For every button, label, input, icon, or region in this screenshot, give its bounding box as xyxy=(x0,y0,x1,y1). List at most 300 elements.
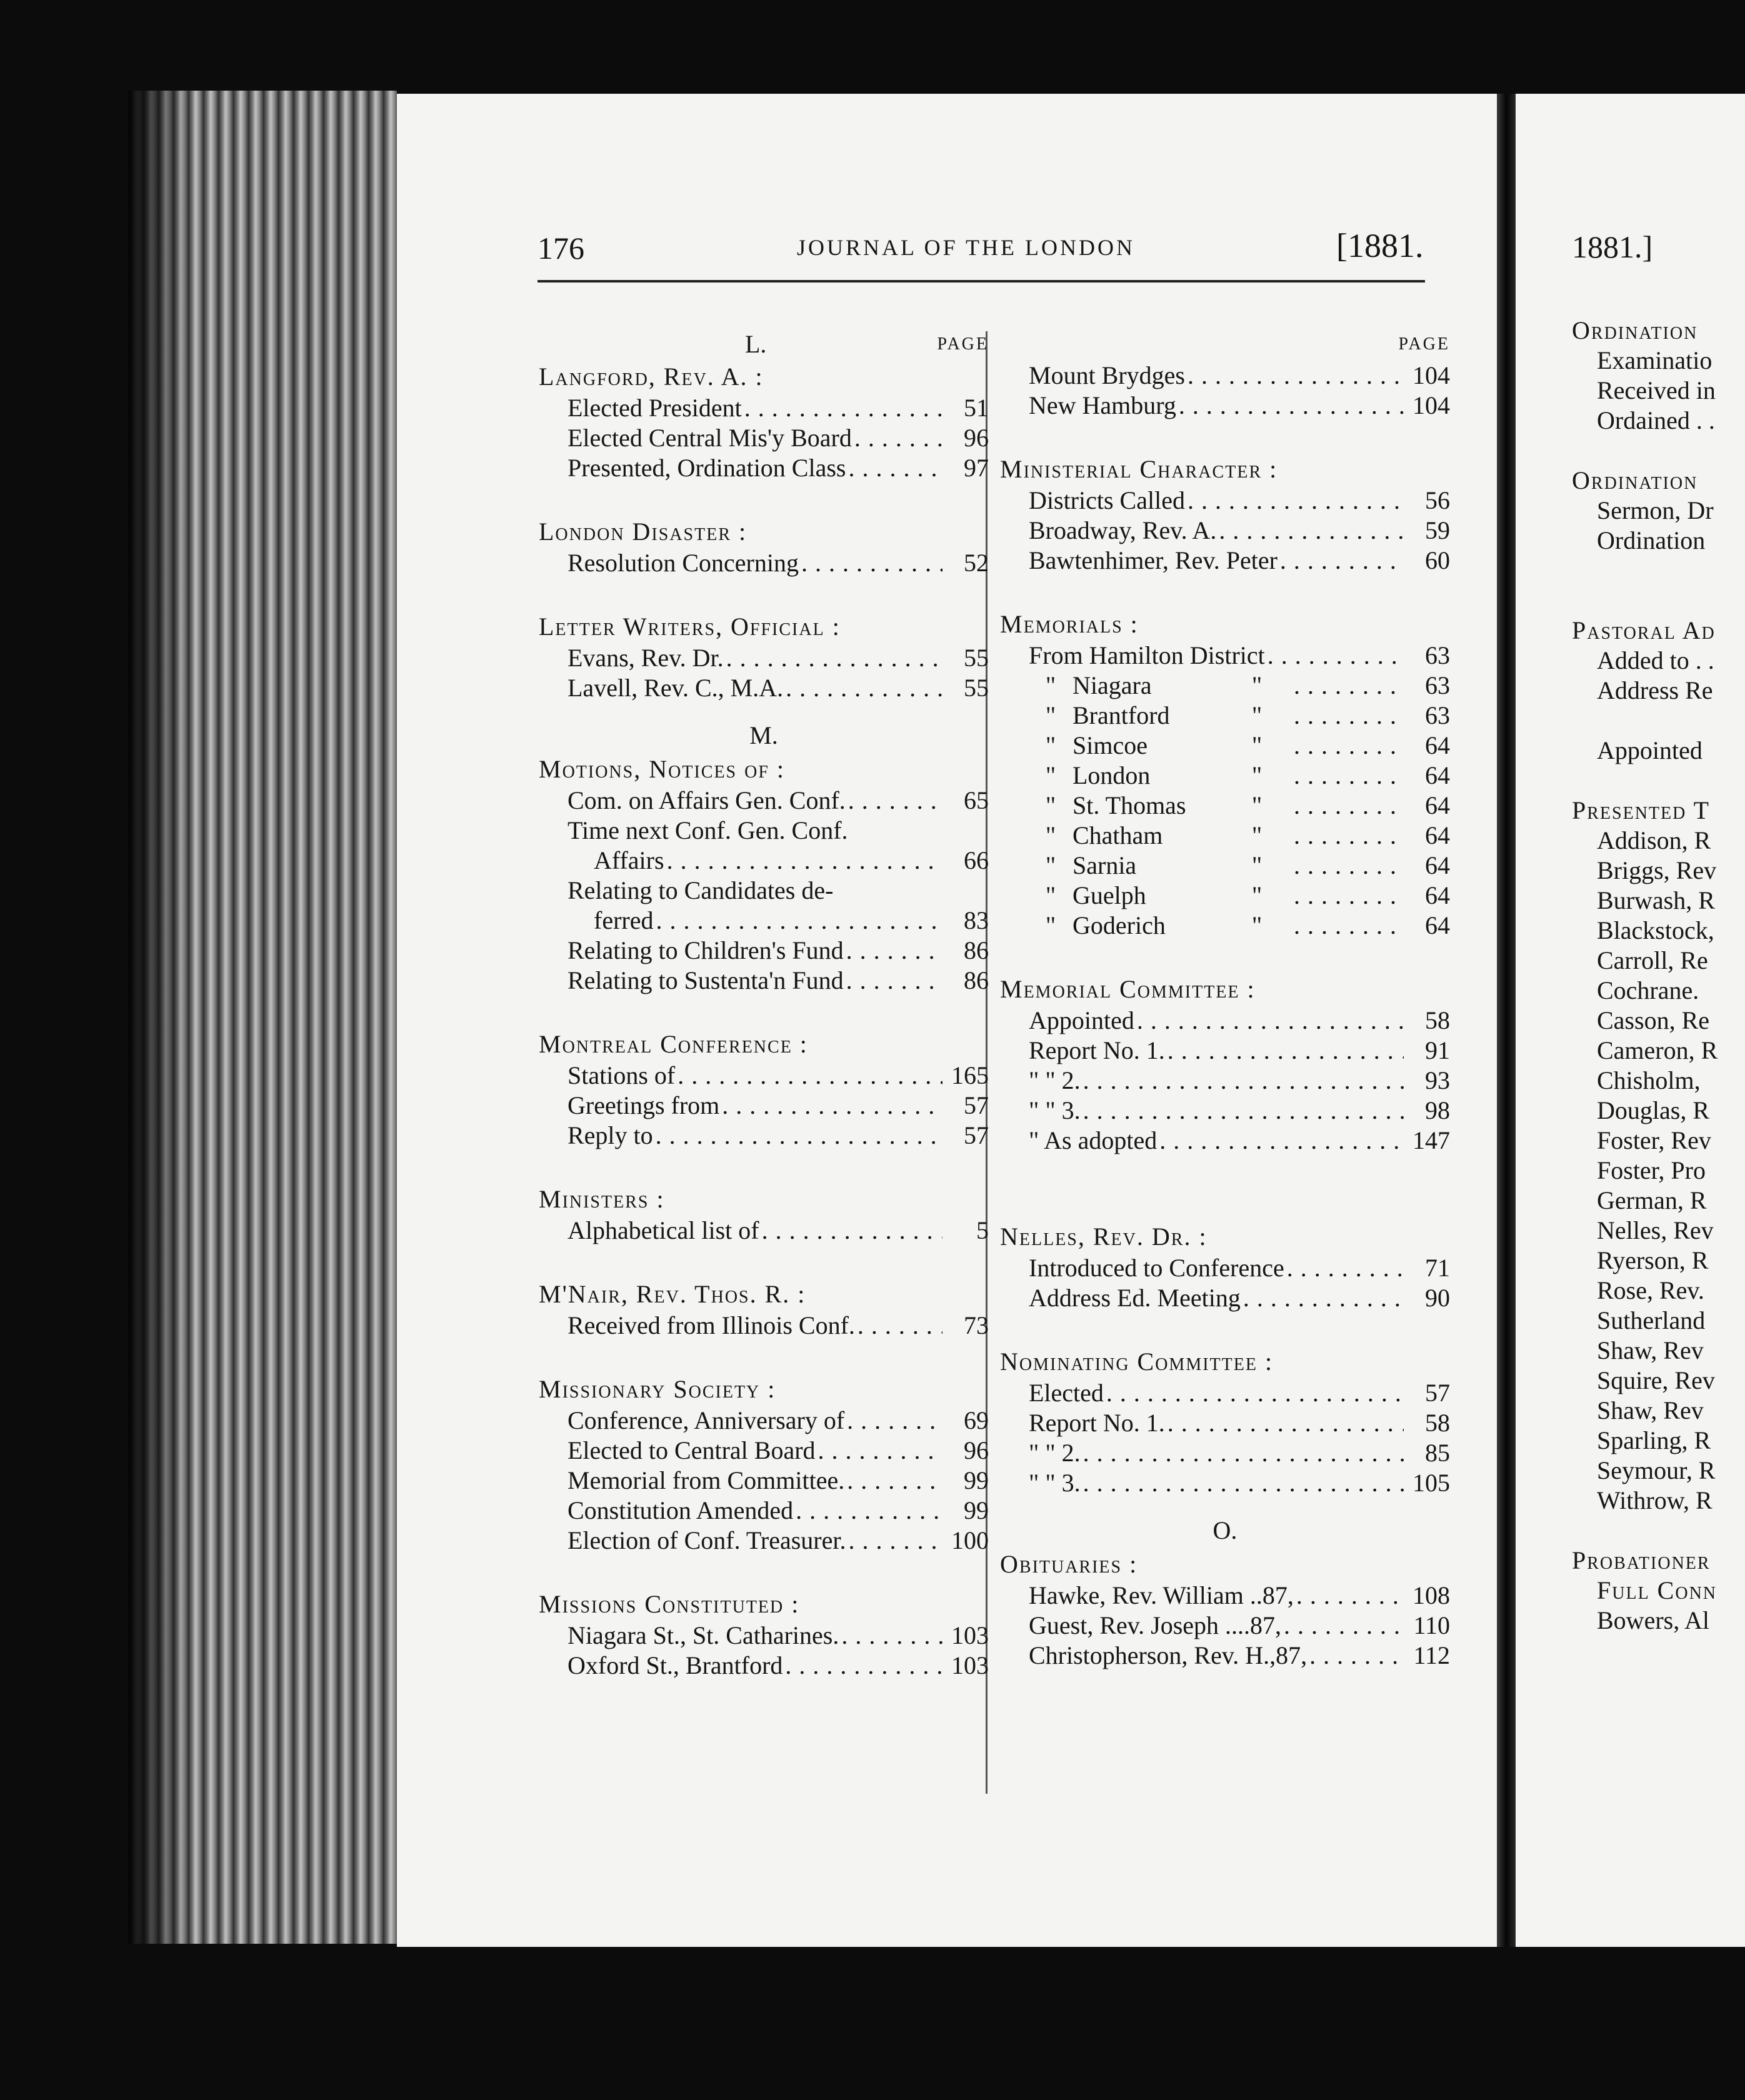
index-entry xyxy=(1000,486,1450,516)
entry-page: 69 xyxy=(964,1406,989,1434)
leader-dots xyxy=(818,1436,942,1466)
entry-page: 5 xyxy=(976,1216,989,1244)
leader-dots xyxy=(1280,546,1404,576)
memorial-district-entry xyxy=(1000,761,1450,791)
index-entry: Ordained . . xyxy=(1597,406,1715,434)
entry-page: 98 xyxy=(1425,1096,1450,1124)
index-entry: Cochrane. xyxy=(1597,976,1699,1004)
index-entry xyxy=(1000,361,1450,391)
entry-label: Guest, Rev. Joseph ....87, xyxy=(1029,1611,1282,1639)
index-entry xyxy=(539,1621,989,1651)
leader-dots xyxy=(744,393,942,423)
index-entry: Blackstock, xyxy=(1597,916,1714,944)
index-entry xyxy=(539,393,989,423)
index-entry xyxy=(1000,1378,1450,1408)
spacer xyxy=(1572,1516,1718,1546)
entry-heading: Ministerial Character : xyxy=(1000,455,1278,483)
entry-label: Memorial from Committee. xyxy=(568,1466,845,1494)
section-letter-o: O. xyxy=(1212,1516,1238,1544)
index-entry xyxy=(539,876,989,906)
leader-dots xyxy=(722,1091,942,1121)
entry-heading: Nominating Committee : xyxy=(1000,1348,1274,1376)
column-head xyxy=(539,328,989,361)
entry-page: 104 xyxy=(1412,361,1450,389)
entry-label: Lavell, Rev. C., M.A. xyxy=(568,674,784,702)
index-entry: Burwash, R xyxy=(1597,886,1715,914)
leader-dots xyxy=(1294,731,1404,761)
entry-label: Address Ed. Meeting xyxy=(1029,1284,1241,1312)
leader-dots xyxy=(801,548,942,578)
entry-page: 110 xyxy=(1413,1611,1450,1639)
entry-page: 64 xyxy=(1425,731,1450,759)
running-title: JOURNAL OF THE LONDON xyxy=(797,235,1135,260)
entry-page: 63 xyxy=(1425,701,1450,729)
district-name: Sarnia xyxy=(1072,851,1137,879)
leader-dots xyxy=(1083,1066,1404,1096)
index-entry xyxy=(1000,1438,1450,1468)
entry-page: 56 xyxy=(1425,486,1450,514)
district-name: Chatham xyxy=(1072,821,1163,849)
entry-page: 52 xyxy=(964,549,989,577)
leader-dots xyxy=(1168,1408,1404,1438)
index-entry xyxy=(1000,1408,1450,1438)
index-entry: Rose, Rev. xyxy=(1597,1276,1704,1304)
entry-page: 105 xyxy=(1412,1469,1450,1497)
ditto-mark: " xyxy=(1045,701,1056,729)
entry-page: 64 xyxy=(1425,791,1450,819)
entry-page: 165 xyxy=(951,1061,989,1089)
entry-label: New Hamburg xyxy=(1029,391,1176,419)
entry-page: 96 xyxy=(964,1436,989,1464)
index-entry xyxy=(539,1496,989,1526)
entry-label: Affairs xyxy=(594,846,664,874)
entry-heading: Missionary Society : xyxy=(539,1375,776,1403)
index-entry: Seymour, R xyxy=(1597,1456,1716,1484)
index-entry xyxy=(1000,1468,1450,1498)
entry-label xyxy=(1029,821,1291,851)
entry-label: " " 2. xyxy=(1029,1439,1081,1467)
entry-label: Evans, Rev. Dr. xyxy=(568,644,724,672)
leader-dots xyxy=(1159,1126,1404,1156)
entry-label: Broadway, Rev. A. xyxy=(1029,516,1217,544)
entry-page: 63 xyxy=(1425,641,1450,669)
leader-dots xyxy=(849,453,943,483)
memorial-district-entry xyxy=(1000,911,1450,941)
index-entry: Douglas, R xyxy=(1597,1096,1709,1124)
index-entry: Cameron, R xyxy=(1597,1036,1718,1064)
leader-dots xyxy=(1294,791,1404,821)
entry-page: 104 xyxy=(1412,391,1450,419)
ditto-mark: " xyxy=(1251,881,1262,909)
ditto-mark: " xyxy=(1045,791,1056,819)
entry-label xyxy=(1029,671,1291,701)
leader-dots xyxy=(1179,391,1404,421)
ditto-mark: " xyxy=(1251,671,1262,699)
entry-label: Election of Conf. Treasurer. xyxy=(568,1526,846,1554)
entry-heading: Pastoral Ad xyxy=(1572,616,1716,644)
index-entry xyxy=(1000,1096,1450,1126)
entry-heading: Letter Writers, Official : xyxy=(539,612,841,641)
leader-dots xyxy=(656,1121,942,1151)
leader-dots xyxy=(841,1621,942,1651)
entry-page: 85 xyxy=(1425,1439,1450,1467)
leader-dots xyxy=(846,936,942,966)
column-head xyxy=(1000,328,1450,361)
index-entry: Received in xyxy=(1597,376,1716,404)
leader-dots xyxy=(1168,1036,1404,1066)
memorial-district-entry xyxy=(1000,671,1450,701)
leader-dots xyxy=(1137,1006,1404,1036)
index-entry: Sutherland xyxy=(1597,1306,1706,1334)
entry-page: 64 xyxy=(1425,881,1450,909)
index-entry xyxy=(539,786,989,816)
index-entry xyxy=(1000,1253,1450,1283)
entry-heading: Memorials : xyxy=(1000,610,1139,638)
section-letter-l: L. xyxy=(745,330,767,358)
index-entry xyxy=(539,1216,989,1246)
entry-page: 100 xyxy=(951,1526,989,1554)
spacer xyxy=(1572,586,1718,616)
entry-heading: Langford, Rev. A. : xyxy=(539,362,764,391)
entry-label: Bawtenhimer, Rev. Peter xyxy=(1029,546,1278,574)
index-entry xyxy=(539,1061,989,1091)
index-entry xyxy=(1000,641,1450,671)
index-entry: Bowers, Al xyxy=(1597,1606,1709,1634)
index-column-left xyxy=(539,328,989,1681)
entry-page: 64 xyxy=(1425,911,1450,939)
entry-label xyxy=(1029,731,1291,761)
page-label: PAGE xyxy=(937,334,989,354)
leader-dots xyxy=(1188,361,1404,391)
entry-heading: M'Nair, Rev. Thos. R. : xyxy=(539,1280,806,1308)
ditto-mark: " xyxy=(1045,671,1056,699)
entry-page: 63 xyxy=(1425,671,1450,699)
index-entry xyxy=(1000,546,1450,576)
index-entry: Address Re xyxy=(1597,676,1713,704)
index-entry: Sermon, Dr xyxy=(1597,496,1714,524)
spacer xyxy=(1572,706,1718,736)
entry-page: 66 xyxy=(964,846,989,874)
leader-dots xyxy=(1284,1611,1404,1641)
entry-label: " " 3. xyxy=(1029,1469,1081,1497)
ditto-mark: " xyxy=(1251,731,1262,759)
entry-page: 57 xyxy=(964,1121,989,1149)
ditto-mark: " xyxy=(1045,851,1056,879)
entry-page: 99 xyxy=(964,1496,989,1524)
leader-dots xyxy=(678,1061,942,1091)
entry-label: " " 2. xyxy=(1029,1066,1081,1094)
leader-dots xyxy=(1296,1581,1404,1611)
leader-dots xyxy=(1083,1438,1404,1468)
entry-page: 57 xyxy=(964,1091,989,1119)
index-column-right xyxy=(1000,328,1450,1671)
leader-dots xyxy=(1268,641,1404,671)
entry-heading: Obituaries : xyxy=(1000,1550,1138,1578)
entry-label: Time next Conf. Gen. Conf. xyxy=(568,816,848,844)
leader-dots xyxy=(849,1526,943,1556)
entry-label: Alphabetical list of xyxy=(568,1216,759,1244)
entry-page: 103 xyxy=(951,1651,989,1679)
entry-label: Christopherson, Rev. H.,87, xyxy=(1029,1641,1308,1669)
right-page-entries xyxy=(1572,316,1718,1636)
entry-label: Districts Called xyxy=(1029,486,1185,514)
entry-label: Resolution Concerning xyxy=(568,549,799,577)
leader-dots xyxy=(854,423,942,453)
index-entry xyxy=(539,453,989,483)
entry-label: Presented, Ordination Class xyxy=(568,454,846,482)
right-page-year: 1881.] xyxy=(1572,229,1653,264)
index-entry: Appointed xyxy=(1597,736,1702,764)
leader-dots xyxy=(846,966,942,996)
ditto-mark: " xyxy=(1045,911,1056,939)
entry-heading: Nelles, Rev. Dr. : xyxy=(1000,1222,1208,1251)
index-entry xyxy=(1000,516,1450,546)
memorial-district-entry xyxy=(1000,851,1450,881)
index-entry: Carroll, Re xyxy=(1597,946,1708,974)
index-entry: Withrow, R xyxy=(1597,1486,1712,1514)
entry-label: Hawke, Rev. William ..87, xyxy=(1029,1581,1294,1609)
entry-heading: Ministers : xyxy=(539,1185,665,1213)
index-entry: Sparling, R xyxy=(1597,1426,1711,1454)
entry-page: 55 xyxy=(964,644,989,672)
entry-heading: Motions, Notices of : xyxy=(539,755,786,783)
index-entry xyxy=(539,1121,989,1151)
running-year: [1881. xyxy=(1336,227,1424,264)
index-entry xyxy=(539,643,989,673)
leader-dots xyxy=(848,786,942,816)
entry-label: Conference, Anniversary of xyxy=(568,1406,845,1434)
district-name: Simcoe xyxy=(1072,731,1148,759)
entry-page: 83 xyxy=(964,906,989,934)
index-entry xyxy=(539,673,989,703)
index-entry: Shaw, Rev xyxy=(1597,1396,1704,1424)
index-entry: Ryerson, R xyxy=(1597,1246,1709,1274)
index-entry xyxy=(539,1651,989,1681)
page-label: PAGE xyxy=(1398,334,1450,354)
index-entry: Briggs, Rev xyxy=(1597,856,1717,884)
index-entry xyxy=(1000,1611,1450,1641)
entry-label xyxy=(1029,851,1291,881)
entry-label: Com. on Affairs Gen. Conf. xyxy=(568,786,846,814)
entry-page: 60 xyxy=(1425,546,1450,574)
index-entry xyxy=(1000,1036,1450,1066)
index-entry xyxy=(539,936,989,966)
index-entry xyxy=(539,966,989,996)
entry-label: Report No. 1. xyxy=(1029,1409,1165,1437)
entry-page: 58 xyxy=(1425,1409,1450,1437)
book-edge-shadow xyxy=(128,91,191,1944)
memorial-district-list xyxy=(1000,671,1450,941)
entry-label xyxy=(1029,911,1291,941)
leader-dots xyxy=(656,906,942,936)
index-entry xyxy=(539,1526,989,1556)
entry-page: 99 xyxy=(964,1466,989,1494)
entry-heading: Montreal Conference : xyxy=(539,1030,808,1058)
entry-label xyxy=(1029,701,1291,731)
right-page-content xyxy=(1572,222,1718,1636)
district-name: London xyxy=(1072,761,1151,789)
entry-page: 64 xyxy=(1425,821,1450,849)
entry-label: Niagara St., St. Catharines. xyxy=(568,1621,839,1649)
leader-dots xyxy=(1083,1096,1404,1126)
memorial-district-entry xyxy=(1000,821,1450,851)
district-name: Goderich xyxy=(1072,911,1166,939)
index-entry xyxy=(1000,391,1450,421)
leader-dots xyxy=(847,1466,942,1496)
index-entry: German, R xyxy=(1597,1186,1707,1214)
entry-page: 96 xyxy=(964,424,989,452)
ditto-mark: " xyxy=(1251,701,1262,729)
index-entry xyxy=(1000,1006,1450,1036)
ditto-mark: " xyxy=(1045,821,1056,849)
index-entry xyxy=(1000,1641,1450,1671)
spacer xyxy=(1572,436,1718,466)
entry-heading: Probationer xyxy=(1572,1546,1711,1574)
leader-dots xyxy=(796,1496,942,1526)
ditto-mark: " xyxy=(1045,881,1056,909)
index-entry: Casson, Re xyxy=(1597,1006,1709,1034)
entry-page: 93 xyxy=(1425,1066,1450,1094)
entry-heading: Ordination xyxy=(1572,316,1698,344)
index-entry xyxy=(539,846,989,876)
entry-label: Elected to Central Board xyxy=(568,1436,816,1464)
leader-dots xyxy=(785,1651,942,1681)
entry-label xyxy=(1029,791,1291,821)
index-entry xyxy=(539,1466,989,1496)
entry-page: 65 xyxy=(964,786,989,814)
leader-dots xyxy=(1083,1468,1404,1498)
entry-label: Oxford St., Brantford xyxy=(568,1651,783,1679)
index-entry xyxy=(539,1406,989,1436)
district-name: Guelph xyxy=(1072,881,1146,909)
entry-label: Elected Central Mis'y Board xyxy=(568,424,852,452)
header-rule xyxy=(538,280,1425,282)
index-entry xyxy=(539,423,989,453)
index-entry xyxy=(539,816,989,846)
leader-dots xyxy=(1294,881,1404,911)
index-entry xyxy=(1000,1581,1450,1611)
memorial-district-entry xyxy=(1000,701,1450,731)
entry-page: 86 xyxy=(964,966,989,994)
entry-label: Relating to Sustenta'n Fund xyxy=(568,966,844,994)
index-entry: Squire, Rev xyxy=(1597,1366,1715,1394)
index-entry: Addison, R xyxy=(1597,826,1711,854)
leader-dots xyxy=(858,1311,942,1341)
ditto-mark: " xyxy=(1045,731,1056,759)
leader-dots xyxy=(1294,761,1404,791)
index-entry xyxy=(539,1436,989,1466)
entry-page: 112 xyxy=(1413,1641,1450,1669)
leader-dots xyxy=(1309,1641,1404,1671)
entry-page: 73 xyxy=(964,1311,989,1339)
leader-dots xyxy=(726,643,942,673)
leader-dots xyxy=(1219,516,1404,546)
entry-heading: London Disaster : xyxy=(539,518,748,546)
index-entry: Chisholm, xyxy=(1597,1066,1701,1094)
index-entry xyxy=(539,1091,989,1121)
entry-label: Introduced to Conference xyxy=(1029,1254,1284,1282)
district-name: St. Thomas xyxy=(1072,791,1186,819)
entry-label: " As adopted xyxy=(1029,1126,1158,1154)
entry-page: 64 xyxy=(1425,761,1450,789)
index-entry: Nelles, Rev xyxy=(1597,1216,1714,1244)
section-letter-m: M. xyxy=(749,721,778,749)
memorial-district-entry xyxy=(1000,791,1450,821)
ditto-mark: " xyxy=(1045,761,1056,789)
leader-dots xyxy=(1106,1378,1404,1408)
ditto-mark: " xyxy=(1251,761,1262,789)
leader-dots xyxy=(847,1406,942,1436)
entry-heading: Presented T xyxy=(1572,796,1711,824)
entry-label xyxy=(1029,881,1291,911)
entry-heading: Full Conn xyxy=(1597,1576,1718,1604)
entry-label: Reply to xyxy=(568,1121,653,1149)
index-entry xyxy=(539,1311,989,1341)
entry-page: 103 xyxy=(951,1621,989,1649)
ditto-mark: " xyxy=(1251,851,1262,879)
entry-label: Relating to Candidates de- xyxy=(568,876,834,904)
memorial-district-entry xyxy=(1000,731,1450,761)
entry-page: 64 xyxy=(1425,851,1450,879)
right-page xyxy=(1516,94,1745,1947)
leader-dots xyxy=(1294,911,1404,941)
leader-dots xyxy=(1294,701,1404,731)
index-entry: Shaw, Rev xyxy=(1597,1336,1704,1364)
leader-dots xyxy=(786,673,942,703)
page-number: 176 xyxy=(538,231,584,266)
entry-heading: Missions Constituted : xyxy=(539,1590,800,1618)
entry-label: Received from Illinois Conf. xyxy=(568,1311,855,1339)
leader-dots xyxy=(1188,486,1404,516)
entry-page: 108 xyxy=(1412,1581,1450,1609)
leader-dots xyxy=(762,1216,942,1246)
district-name: Brantford xyxy=(1072,701,1170,729)
entry-page: 58 xyxy=(1425,1006,1450,1034)
entry-label xyxy=(1029,761,1291,791)
entry-page: 51 xyxy=(964,394,989,422)
entry-page: 59 xyxy=(1425,516,1450,544)
entry-page: 86 xyxy=(964,936,989,964)
leader-dots xyxy=(667,846,942,876)
index-entry xyxy=(539,548,989,578)
entry-label: Relating to Children's Fund xyxy=(568,936,844,964)
entry-page: 147 xyxy=(1412,1126,1450,1154)
ditto-mark: " xyxy=(1251,821,1262,849)
entry-label: Appointed xyxy=(1029,1006,1134,1034)
entry-page: 91 xyxy=(1425,1036,1450,1064)
index-entry xyxy=(1000,1066,1450,1096)
entry-label: Elected xyxy=(1029,1379,1104,1407)
entry-page: 71 xyxy=(1425,1254,1450,1282)
entry-heading: Ordination xyxy=(1572,466,1698,494)
entry-label: Greetings from xyxy=(568,1091,720,1119)
district-name: Niagara xyxy=(1072,671,1152,699)
index-entry: Foster, Rev xyxy=(1597,1126,1711,1154)
entry-label: Stations of xyxy=(568,1061,676,1089)
leader-dots xyxy=(1243,1283,1404,1313)
index-entry: Foster, Pro xyxy=(1597,1156,1706,1184)
leader-dots xyxy=(1294,671,1404,701)
entry-page: 97 xyxy=(964,454,989,482)
entry-page: 90 xyxy=(1425,1284,1450,1312)
entry-label: " " 3. xyxy=(1029,1096,1081,1124)
entry-label: Constitution Amended xyxy=(568,1496,794,1524)
book-gutter xyxy=(1497,94,1516,1947)
index-entry: Examinatio xyxy=(1597,346,1712,374)
entry-page: 57 xyxy=(1425,1379,1450,1407)
leader-dots xyxy=(1294,821,1404,851)
ditto-mark: " xyxy=(1251,791,1262,819)
